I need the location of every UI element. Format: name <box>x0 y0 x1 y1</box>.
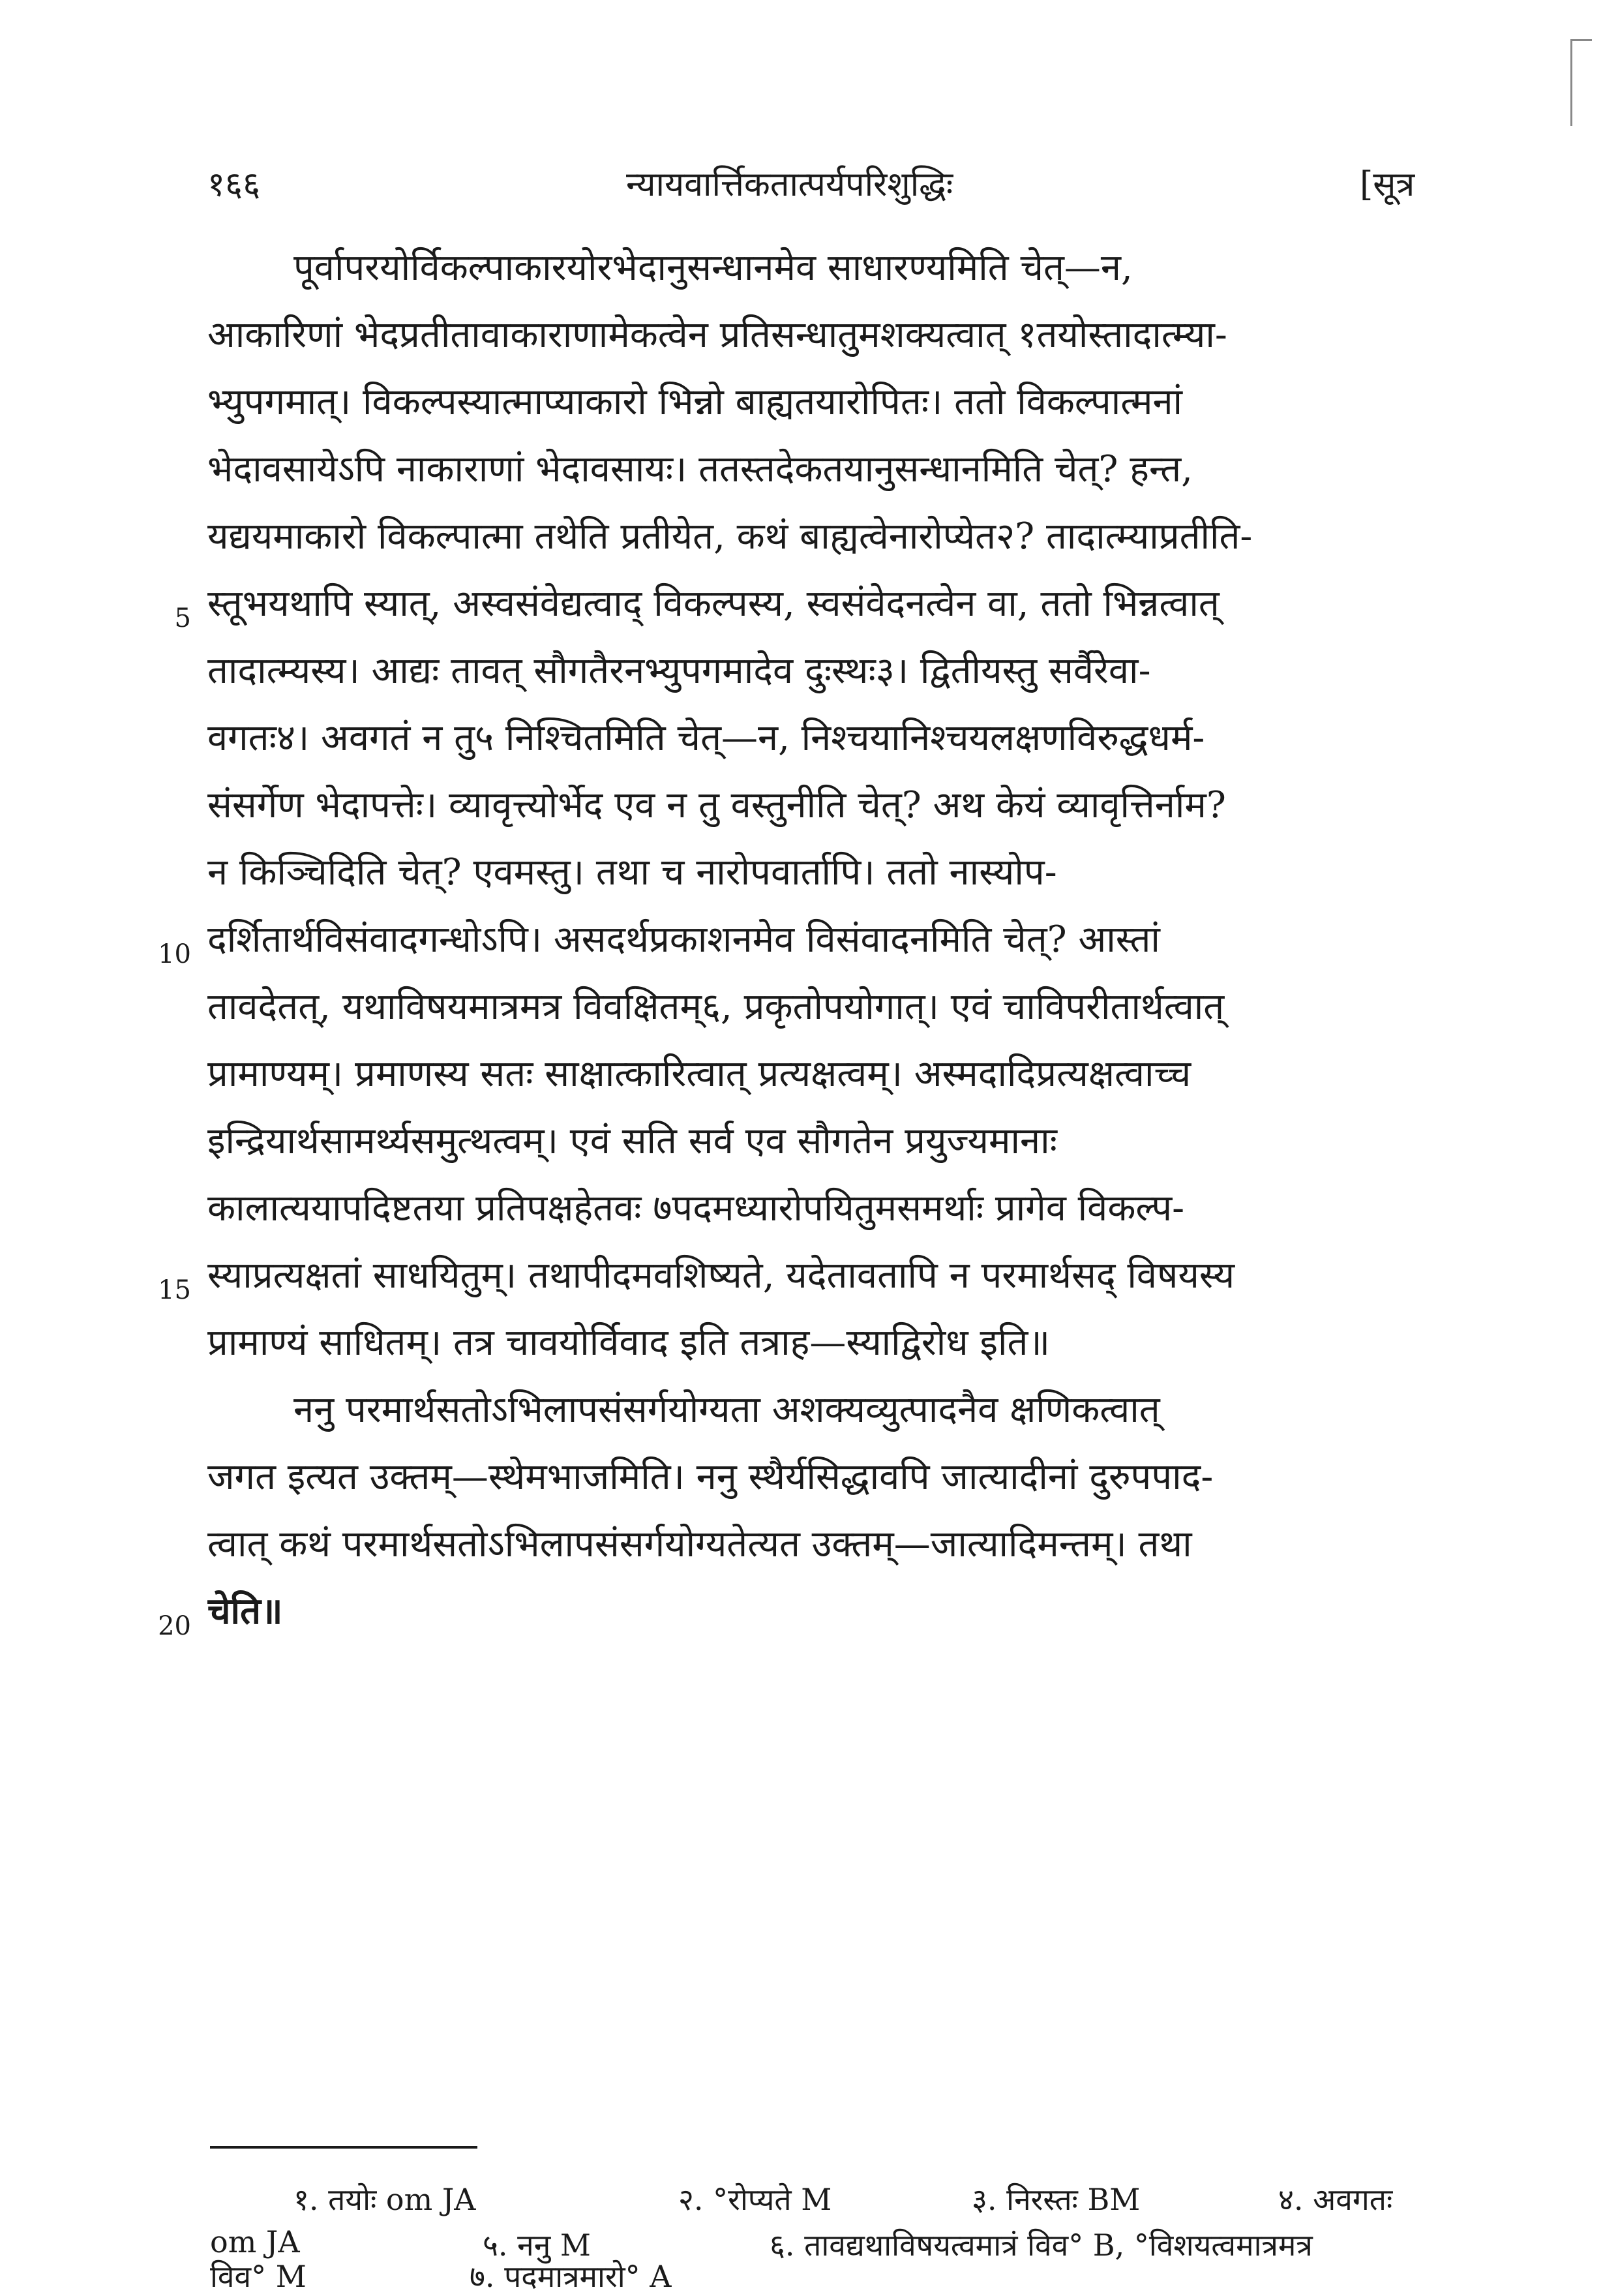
footnote: ५. ननु M <box>483 2228 591 2263</box>
text-line: दर्शितार्थविसंवादगन्धोऽपि। असदर्थप्रकाशनमेव विसंवादनमिति चेत्? आस्तां <box>207 918 1160 961</box>
text-line: त्वात् कथं परमार्थसतोऽभिलापसंसर्गयोग्यतेत्यत उक्तम्—जात्यादिमन्तम्। तथा <box>207 1523 1192 1565</box>
text-line: जगत इत्यत उक्तम्—स्थेमभाजमिति। ननु स्थैर्यसिद्धावपि जात्यादीनां दुरुपपाद- <box>207 1456 1214 1498</box>
text-line: न किञ्चिदिति चेत्? एवमस्तु। तथा च नारोपवार्तापि। ततो नास्योप- <box>207 851 1057 894</box>
text-line: संसर्गेण भेदापत्तेः। व्यावृत्त्योर्भेद एव न तु वस्तुनीति चेत्? अथ केयं व्यावृत्तिर्नाम? <box>207 784 1226 826</box>
text-line: इन्द्रियार्थसामर्थ्यसमुत्थत्वम्। एवं सति सर्व एव सौगतेन प्रयुज्यमानाः <box>207 1120 1057 1162</box>
footnote: ६. तावद्यथाविषयत्वमात्रं विव° B, °विशयत्वमात्रमत्र <box>770 2228 1313 2263</box>
text-line: वगतः४। अवगतं न तु५ निश्चितमिति चेत्—न, निश्चयानिश्चयलक्षणविरुद्धधर्म- <box>207 717 1205 759</box>
line-number: 5 <box>174 603 191 633</box>
text-line: आकारिणां भेदप्रतीतावाकाराणामेकत्वेन प्रतिसन्धातुमशक्यत्वात् १तयोस्तादात्म्या- <box>207 314 1227 356</box>
text-line: कालात्ययापदिष्टतया प्रतिपक्षहेतवः ७पदमध्यारोपयितुमसमर्थाः प्रागेव विकल्प- <box>207 1187 1185 1230</box>
footnote: ७. पदमात्रमारो° A <box>470 2259 672 2294</box>
page-number: १६६ <box>207 165 261 204</box>
footnote: विव° M <box>210 2259 307 2294</box>
footnote: १. तयोः om JA <box>293 2182 476 2217</box>
text-line: स्याप्रत्यक्षतां साधयितुम्। तथापीदमवशिष्यते, यदेतावतापि न परमार्थसद् विषयस्य <box>207 1254 1235 1297</box>
text-line: स्तूभयथापि स्यात्, अस्वसंवेद्यत्वाद् विकल्पस्य, स्वसंवेदनत्वेन वा, ततो भिन्नत्वात् <box>207 582 1220 625</box>
running-title: न्यायवार्त्तिकतात्पर्यपरिशुद्धिः <box>626 165 953 204</box>
text-line: प्रामाण्यम्। प्रमाणस्य सतः साक्षात्कारित्वात् प्रत्यक्षत्वम्। अस्मदादिप्रत्यक्षत्वाच्च <box>207 1053 1191 1095</box>
text-line: यद्ययमाकारो विकल्पात्मा तथेति प्रतीयेत, कथं बाह्यत्वेनारोप्येत२? तादात्म्याप्रतीति- <box>207 515 1253 558</box>
text-line: पूर्वापरयोर्विकल्पाकारयोरभेदानुसन्धानमेव साधारण्यमिति चेत्—न, <box>293 247 1133 289</box>
line-number: 10 <box>158 939 191 969</box>
line-number: 20 <box>158 1611 191 1641</box>
line-number: 15 <box>158 1275 191 1305</box>
footnote: om JA <box>210 2224 300 2259</box>
text-line: भ्युपगमात्। विकल्पस्यात्माप्याकारो भिन्नो बाह्यतयारोपितः। ततो विकल्पात्मनां <box>207 381 1183 423</box>
page-edge-marks <box>1570 39 1592 126</box>
text-line: प्रामाण्यं साधितम्। तत्र चावयोर्विवाद इति तत्राह—स्याद्विरोध इति॥ <box>207 1322 1050 1364</box>
footnote: २. °रोप्यते M <box>678 2182 832 2217</box>
text-line: ननु परमार्थसतोऽभिलापसंसर्गयोग्यता अशक्यव्युत्पादनैव क्षणिकत्वात् <box>293 1389 1160 1431</box>
text-line: भेदावसायेऽपि नाकाराणां भेदावसायः। ततस्तदेकतयानुसन्धानमिति चेत्? हन्त, <box>207 448 1193 491</box>
text-line: तावदेतत्, यथाविषयमात्रमत्र विवक्षितम्६, प्रकृतोपयोगात्। एवं चाविपरीतार्थत्वात् <box>207 986 1225 1028</box>
footnote: ३. निरस्तः BM <box>972 2182 1141 2217</box>
text-line: तादात्म्यस्य। आद्यः तावत् सौगतैरनभ्युपगमादेव दुःस्थः३। द्वितीयस्तु सर्वैरेवा- <box>207 650 1151 692</box>
footnote: ४. अवगतः <box>1278 2182 1393 2217</box>
section-marker: [सूत्र <box>1360 165 1415 204</box>
text-line: चेति॥ <box>207 1590 283 1633</box>
running-header <box>0 160 1618 212</box>
footnote-rule <box>210 2146 477 2149</box>
